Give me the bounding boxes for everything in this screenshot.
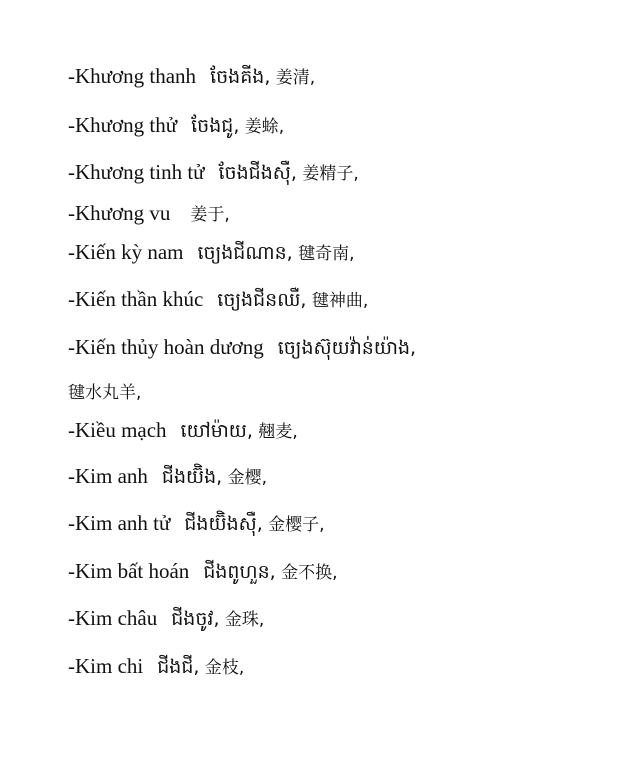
entry-kim-anh <box>68 466 267 487</box>
vietnamese-term: -Kim chi <box>68 654 144 678</box>
han-characters: 毽神曲, <box>306 291 369 311</box>
vietnamese-term: -Kiều mạch <box>68 418 167 442</box>
khmer-transliteration: ជីងយ៊ិងស៊ឺ, <box>184 513 263 535</box>
entry-kien-thuy-hoan-duong <box>68 337 416 358</box>
han-characters: 翹麦, <box>252 422 298 442</box>
khmer-transliteration: ចែងគីង, <box>210 66 271 88</box>
khmer-transliteration: ជីងពូហួន, <box>203 561 276 583</box>
entry-kieu-mach <box>68 420 298 441</box>
vietnamese-term: -Kim anh <box>68 464 148 488</box>
vietnamese-term: -Khương thử <box>68 113 178 137</box>
han-characters: 金枝, <box>199 658 245 678</box>
han-characters: 金不换, <box>275 563 338 583</box>
han-characters: 金珠, <box>219 610 265 630</box>
han-characters: 姜精子, <box>296 164 359 184</box>
han-characters: 金樱, <box>222 468 268 488</box>
khmer-transliteration: ជីងចូវ, <box>171 608 220 630</box>
khmer-transliteration: ច្យេងជីណាន, <box>197 242 293 264</box>
vietnamese-term: -Kim bất hoán <box>68 559 190 583</box>
vietnamese-term: -Kiến thần khúc <box>68 287 204 311</box>
entry-kim-bat-hoan <box>68 561 338 582</box>
entry-kien-ky-nam <box>68 242 355 263</box>
khmer-transliteration: យៅម៉ាយ, <box>180 420 253 442</box>
entry-khuong-thanh <box>68 66 315 87</box>
khmer-transliteration: ជីងយ៊ិង, <box>161 466 223 488</box>
han-characters: 姜于, <box>190 205 230 225</box>
han-characters: 姜蜍, <box>239 117 285 137</box>
entry-kim-chi <box>68 656 244 677</box>
han-characters: 毽奇南, <box>292 244 355 264</box>
vietnamese-term: -Kim anh tử <box>68 511 171 535</box>
vietnamese-term: -Khương thanh <box>68 64 197 88</box>
khmer-transliteration: ចែងជូ, <box>191 115 240 137</box>
han-characters: 姜清, <box>270 68 316 88</box>
vietnamese-term: -Khương vu <box>68 201 171 225</box>
entry-khuong-vu <box>68 203 230 224</box>
vietnamese-term: -Kiến thủy hoàn dương <box>68 335 264 359</box>
entry-kim-chau <box>68 608 264 629</box>
khmer-transliteration: ជីងជី, <box>157 656 200 678</box>
han-characters-continuation: 毽水丸羊, <box>68 383 142 403</box>
entry-khuong-thu <box>68 115 284 136</box>
khmer-transliteration: ច្យេងជីនឈឺ, <box>217 289 307 311</box>
vietnamese-term: -Khương tinh tử <box>68 160 205 184</box>
han-characters: 金樱子, <box>262 515 325 535</box>
vietnamese-term: -Kiến kỳ nam <box>68 240 184 264</box>
khmer-transliteration: ច្យេងស៊ុយវ៉ាន់យ៉ាង, <box>277 337 417 359</box>
entry-kien-than-khuc <box>68 289 368 310</box>
entry-khuong-tinh-tu <box>68 162 359 183</box>
vietnamese-term: -Kim châu <box>68 606 158 630</box>
khmer-transliteration: ចែងជីងស៊ឺ, <box>218 162 297 184</box>
entry-kim-anh-tu <box>68 513 325 534</box>
